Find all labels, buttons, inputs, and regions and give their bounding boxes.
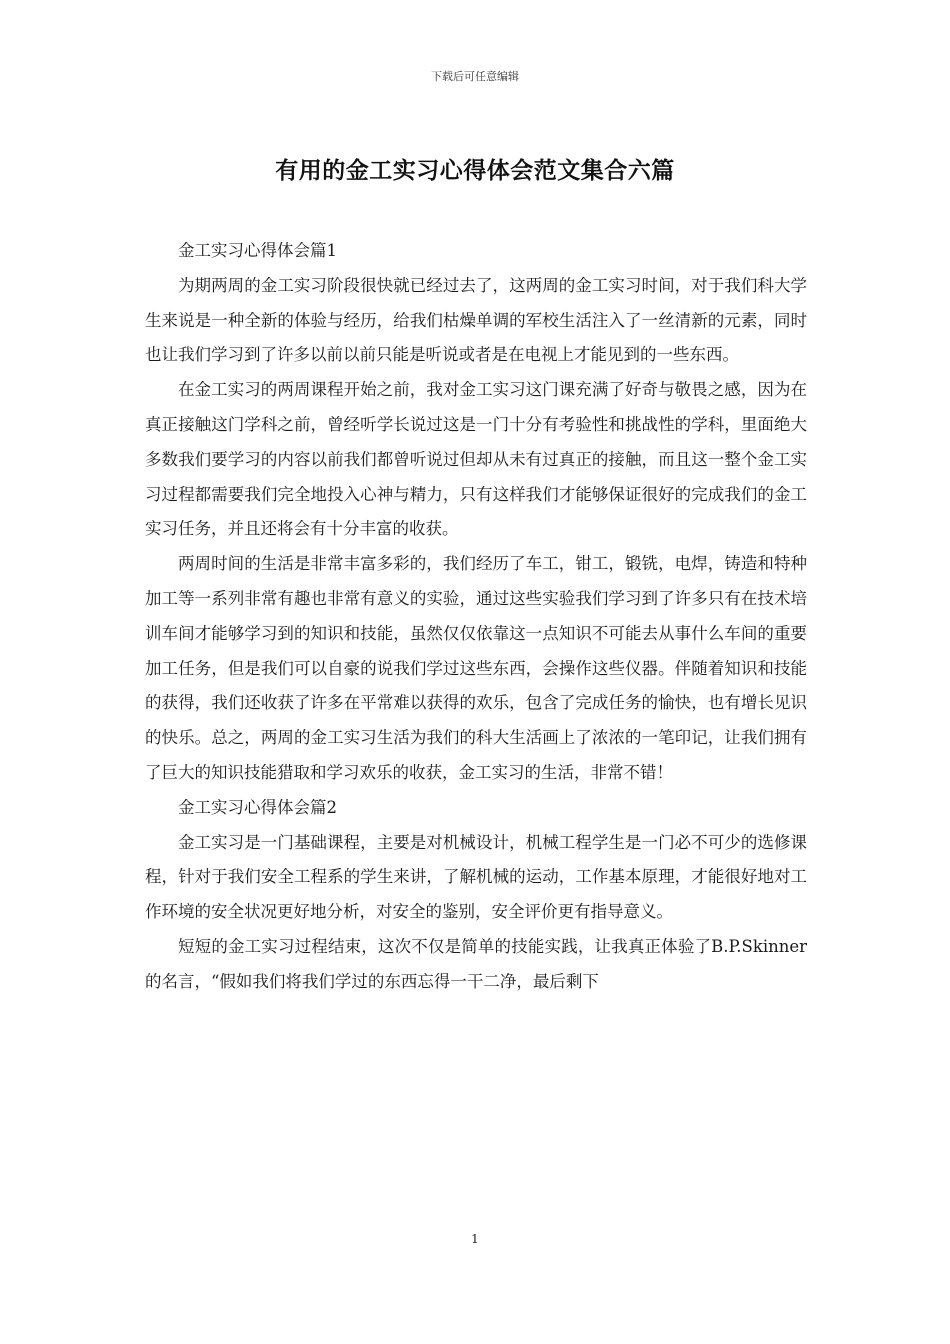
paragraph: 为期两周的金工实习阶段很快就已经过去了，这两周的金工实习时间，对于我们科大学生来说是一种全新的体验与经历，给我们枯燥单调的军校生活注入了一丝清新的元素，同时也让我们学习到了许多以前以前只能是听说或者是在电视上才能见到的一些东西。 — [145, 275, 807, 365]
document-title: 有用的金工实习心得体会范文集合六篇 — [275, 157, 675, 184]
header-note: 下载后可任意编辑 — [431, 70, 519, 83]
paragraph: 短短的金工实习过程结束，这次不仅是简单的技能实践，让我真正体验了B.P.Skinner的名言，“假如我们将我们学过的东西忘得一干二净，最后剩下 — [145, 936, 807, 991]
paragraph: 金工实习是一门基础课程，主要是对机械设计，机械工程学生是一门必不可少的选修课程，针对于我们安全工程系的学生来讲，了解机械的运动，工作基本原理，才能很好地对工作环境的安全状况更好地分析，对安全的鉴别，安全评价更有指导意义。 — [145, 832, 807, 922]
section-heading-1: 金工实习心得体会篇1 — [178, 241, 337, 260]
page-number: 1 — [471, 1232, 479, 1246]
paragraph: 两周时间的生活是非常丰富多彩的，我们经历了车工，钳工，锻铣，电焊，铸造和特种加工等一系列非常有趣也非常有意义的实验，通过这些实验我们学习到了许多只有在技术培训车间才能够学习到的知识和技能，虽然仅仅依靠这一点知识不可能去从事什么车间的重要加工任务，但是我们可以自豪的说我们学过这些东西，会操作这些仪器。伴随着知识和技能的获得，我们还收获了许多在平常难以获得的欢乐，包含了完成任务的愉快，也有增长见识的快乐。总之，两周的金工实习生活为我们的科大生活画上了浓浓的一笔印记，让我们拥有了巨大的知识技能猎取和学习欢乐的收获，金工实习的生活，非常不错！ — [145, 554, 807, 782]
document-body — [145, 234, 807, 1000]
paragraph: 在金工实习的两周课程开始之前，我对金工实习这门课充满了好奇与敬畏之感，因为在真正接触这门学科之前，曾经听学长说过这是一门十分有考验性和挑战性的学科，里面绝大多数我们要学习的内容以前我们都曾听说过但却从未有过真正的接触，而且这一整个金工实习过程都需要我们完全地投入心神与精力，只有这样我们才能够保证很好的完成我们的金工实习任务，并且还将会有十分丰富的收获。 — [145, 380, 807, 539]
section-heading-2: 金工实习心得体会篇2 — [178, 797, 337, 817]
